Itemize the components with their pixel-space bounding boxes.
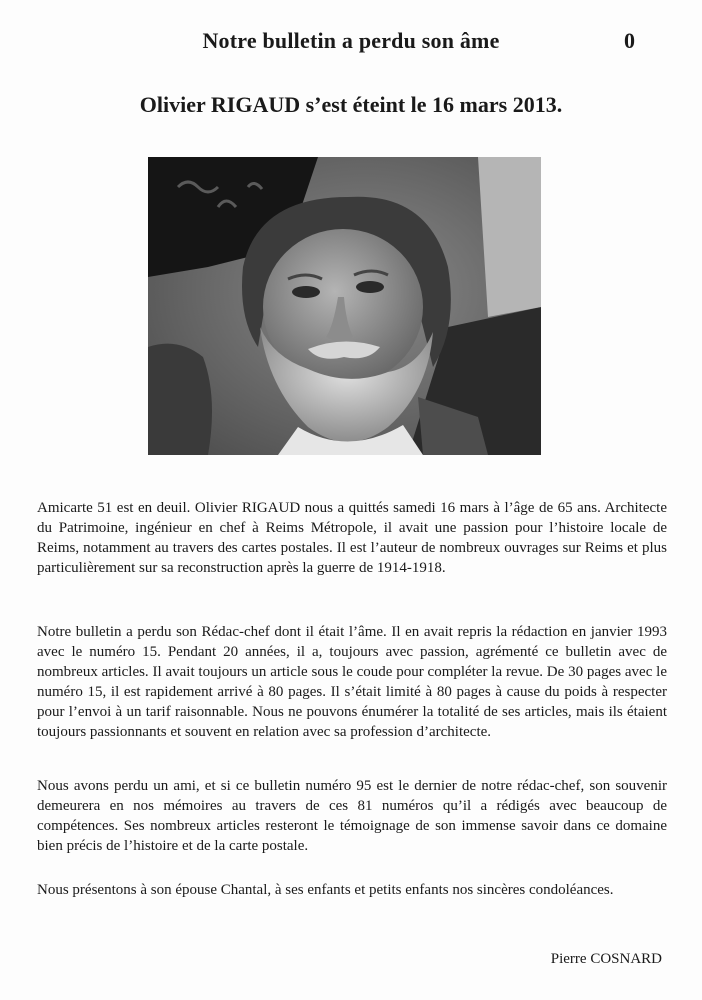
paragraph-4: Nous présentons à son épouse Chantal, à ses enfants et petits enfants nos sincères condoléances. <box>37 882 614 898</box>
obituary-headline: Olivier RIGAUD s’est éteint le 16 mars 2013. <box>139 92 563 117</box>
paragraph-3: Nous avons perdu un ami, et si ce bulletin numéro 95 est le dernier de notre rédac-chef, son souvenir demeurera en nos mémoires au travers de ces 81 numéros qu’il a rédigés avec beaucoup de compétences. Ses nombreux articles resteront le témoignage de son immense savoir dans ce domaine bien précis de l’histoire et de la carte postale. <box>37 778 667 854</box>
page-title: Notre bulletin a perdu son âme <box>202 28 500 53</box>
page-number: 0 <box>624 28 635 53</box>
paragraph-1: Amicarte 51 est en deuil. Olivier RIGAUD nous a quittés samedi 16 mars à l’âge de 65 ans. Architecte du Patrimoine, ingénieur en chef à Reims Métropole, il avait une passion pour l’histoire locale de Reims, notamment au travers des cartes postales. Il est l’auteur de nombreux ouvrages sur Reims et plus particulièrement sur sa reconstruction après la guerre de 1914-1918. <box>37 500 667 576</box>
portrait-photo <box>148 157 541 455</box>
author-signature: Pierre COSNARD <box>550 951 662 967</box>
paragraph-2: Notre bulletin a perdu son Rédac-chef dont il était l’âme. Il en avait repris la rédaction en janvier 1993 avec le numéro 15. Pendant 20 années, il a, toujours avec passion, agrémenté ce bulletin avec de nombreux articles. Il avait toujours un article sous le coude pour compléter la revue. De 30 pages avec le numéro 15, il est rapidement arrivé à 80 pages. Il s’était limité à 80 pages à cause du poids à respecter pour l’envoi à un tarif raisonnable. Nous ne pouvons énumérer la totalité de ses articles, mais ils étaient toujours passionnants et souvent en relation avec sa profession d’architecte. <box>37 624 667 740</box>
